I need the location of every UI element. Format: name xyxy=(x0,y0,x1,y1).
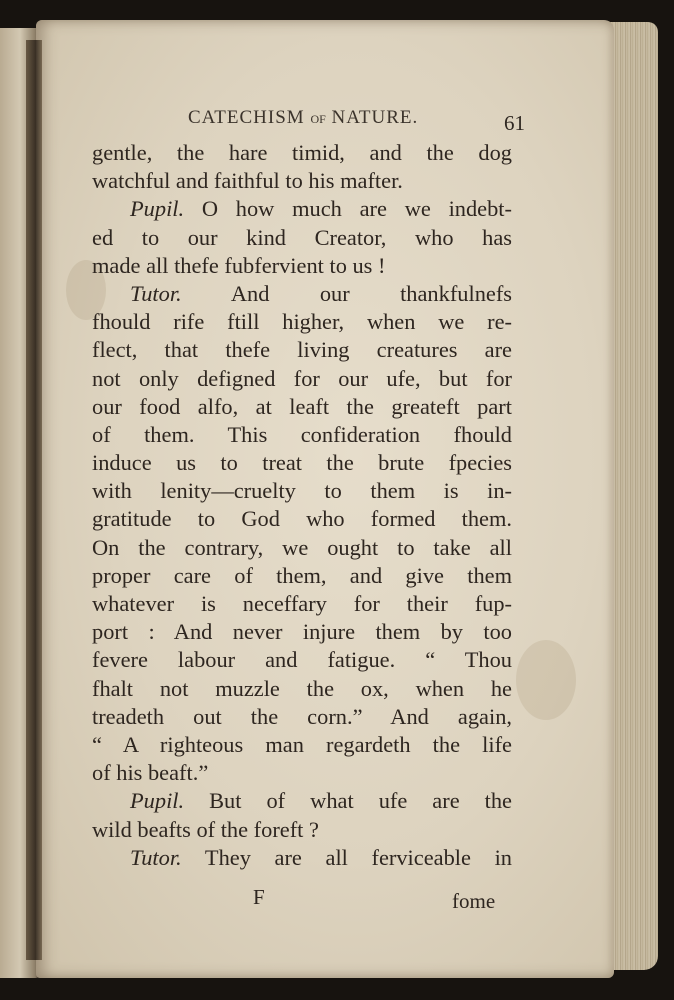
text-line xyxy=(92,308,512,336)
text-line xyxy=(92,336,512,364)
line-text: whatever is neceffary for their fup- xyxy=(92,591,512,616)
line-text: treadeth out the corn.” And again, xyxy=(92,703,512,729)
line-text: with lenity—cruelty to them is in- xyxy=(92,478,512,504)
text-line xyxy=(92,195,512,223)
text-line xyxy=(92,393,512,421)
text-line xyxy=(92,703,512,731)
line-text: On the contrary, we ought to take all xyxy=(92,534,512,560)
speaker-label: Tutor. xyxy=(130,844,182,870)
signature-mark: F xyxy=(253,885,265,909)
speaker-label: Pupil. xyxy=(130,196,185,222)
text-line xyxy=(92,675,512,703)
running-head-title-end: NATURE. xyxy=(331,107,419,128)
line-text: O how much are we indebt- xyxy=(184,196,512,222)
text-line xyxy=(92,252,512,280)
line-text: And our thankfulnefs xyxy=(181,280,512,306)
text-line xyxy=(92,759,512,787)
text-line xyxy=(92,421,512,449)
line-text: proper care of them, and give them xyxy=(92,562,512,588)
text-line xyxy=(92,449,512,477)
line-text: port : And never injure them by too xyxy=(92,619,512,645)
text-line xyxy=(92,562,512,590)
page-stain xyxy=(516,640,576,720)
line-text: of his beaft.” xyxy=(92,760,209,786)
line-text: wild beafts of the foreft ? xyxy=(92,816,319,842)
line-text: “ A righteous man regardeth the life xyxy=(92,731,512,757)
line-text: gratitude to God who formed them. xyxy=(92,506,512,532)
text-line xyxy=(92,365,512,393)
running-head xyxy=(188,107,468,129)
spine-gutter xyxy=(26,40,42,960)
line-text: not only defigned for our ufe, but for xyxy=(92,365,512,391)
text-line xyxy=(92,139,512,167)
text-line xyxy=(92,280,512,308)
line-text: watchful and faithful to his mafter. xyxy=(92,168,403,194)
line-text: They are all ferviceable in xyxy=(181,844,512,870)
line-text: made all thefe fubfervient to us ! xyxy=(92,252,386,278)
line-text: ed to our kind Creator, who has xyxy=(92,224,512,250)
line-text: gentle, the hare timid, and the dog xyxy=(92,140,512,165)
line-text: our food alfo, at leaft the greateft part xyxy=(92,393,512,419)
line-text: fhould rife ftill higher, when we re- xyxy=(92,309,512,335)
text-line xyxy=(92,590,512,618)
text-line xyxy=(92,477,512,505)
text-line xyxy=(92,844,512,872)
text-line xyxy=(92,787,512,815)
text-line xyxy=(92,534,512,562)
text-line xyxy=(92,731,512,759)
line-text: fevere labour and fatigue. “ Thou xyxy=(92,647,512,673)
text-line xyxy=(92,646,512,674)
catchword: fome xyxy=(452,889,496,913)
line-text: flect, that thefe living creatures are xyxy=(92,337,512,363)
line-text: fhalt not muzzle the ox, when he xyxy=(92,675,512,701)
page-number: 61 xyxy=(504,111,525,135)
text-line xyxy=(92,505,512,533)
line-text: But of what ufe are the xyxy=(184,788,512,814)
body-text xyxy=(92,139,512,872)
text-line xyxy=(92,167,512,195)
running-head-of: OF xyxy=(310,112,326,126)
speaker-label: Pupil. xyxy=(130,788,185,814)
speaker-label: Tutor. xyxy=(130,280,182,306)
text-line xyxy=(92,224,512,252)
text-line xyxy=(92,618,512,646)
running-head-title: CATECHISM xyxy=(188,107,305,128)
line-text: induce us to treat the brute fpecies xyxy=(92,450,512,476)
line-text: of them. This confideration fhould xyxy=(92,421,512,447)
text-line xyxy=(92,816,512,844)
